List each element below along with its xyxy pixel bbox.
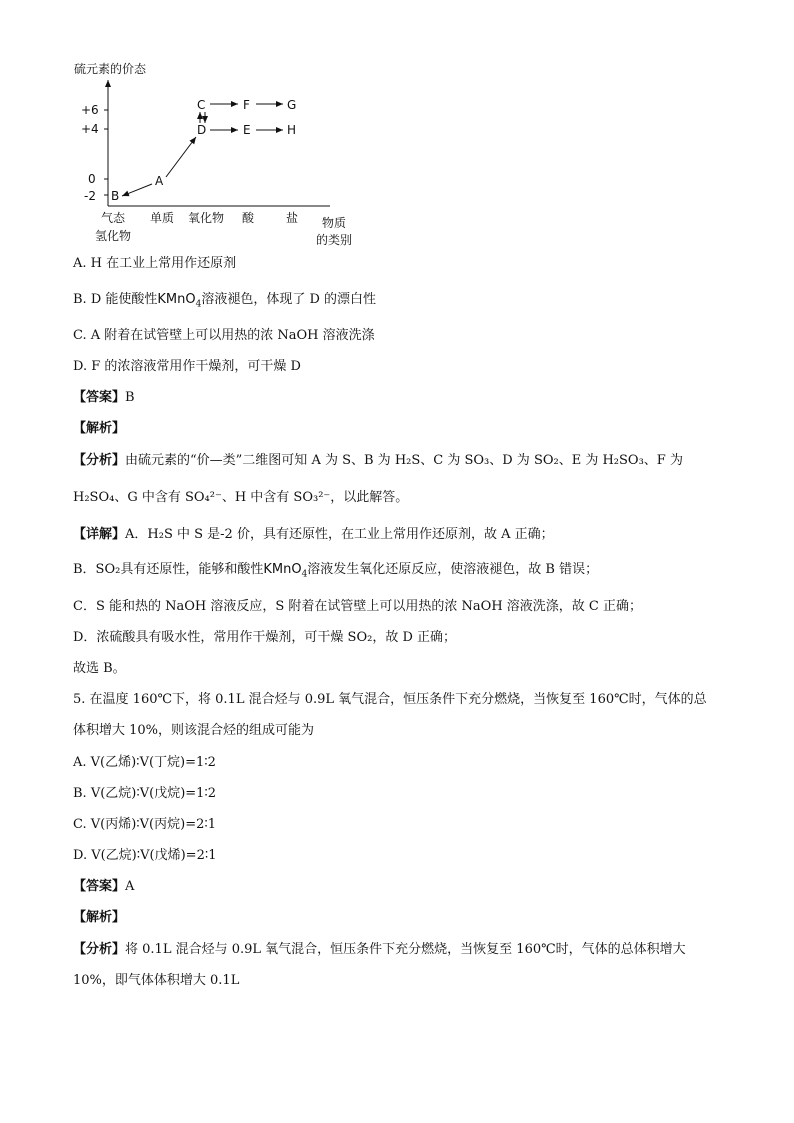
q5-fenxi-line1: 【分析】将 0.1L 混合烃与 0.9L 氧气混合，恒压条件下充分燃烧，当恢复至 160℃时，气体的总体积增大 <box>73 942 686 957</box>
q5-option-b: B. V(乙烷)∶V(戊烷)=1∶2 <box>73 786 217 801</box>
q4-conclusion: 故选 B。 <box>73 661 126 676</box>
x-axis-title-2: 的类别 <box>316 233 353 247</box>
q5-option-c: C. V(丙烯)∶V(丙烷)=2∶1 <box>73 817 217 832</box>
q5-answer: 【答案】A <box>73 879 135 894</box>
q5-option-d: D. V(乙烷)∶V(戊烯)=2∶1 <box>73 848 217 863</box>
q5-stem-line2: 体积增大 10%，则该混合烃的组成可能为 <box>73 723 315 738</box>
x-cat-oxide: 氧化物 <box>188 211 225 225</box>
y-tick-0: 0 <box>88 172 96 186</box>
node-H: H <box>287 123 297 137</box>
q5-fenxi-line2: 10%，即气体体积增大 0.1L <box>73 973 240 988</box>
node-C: C <box>197 98 206 112</box>
x-cat-element: 单质 <box>150 211 175 225</box>
q5-stem-line1: 5. 在温度 160℃下，将 0.1L 混合烃与 0.9L 氧气混合，恒压条件下充分燃烧，当恢复至 160℃时，气体的总 <box>73 692 707 707</box>
x-cat-hydride: 氢化物 <box>95 229 132 243</box>
q4-xiangjie-a: 【详解】A．H₂S 中 S 是-2 价，具有还原性，在工业上常用作还原剂，故 A 正确； <box>73 527 554 542</box>
node-A: A <box>155 174 164 188</box>
arrow-A-D <box>166 137 196 177</box>
x-cat-acid: 酸 <box>242 211 255 225</box>
y-tick-plus4: +4 <box>81 122 99 136</box>
q4-fenxi-line1: 【分析】由硫元素的“价—类”二维图可知 A 为 S、B 为 H₂S、C 为 SO₃、D 为 SO₂、E 为 H₂SO₃、F 为 <box>73 453 683 468</box>
q5-analysis-label: 【解析】 <box>73 910 126 925</box>
y-tick-minus2: -2 <box>84 189 96 203</box>
x-axis-title-1: 物质 <box>322 216 347 230</box>
sulfur-valence-diagram <box>0 0 794 260</box>
q4-fenxi-line2: H₂SO₄、G 中含有 SO₄²⁻、H 中含有 SO₃²⁻，以此解答。 <box>73 490 409 505</box>
arrow-A-B <box>122 184 152 196</box>
q4-xiangjie-b: B．SO₂具有还原性，能够和酸性KMnO$_4$溶液发生氧化还原反应，使溶液褪色，故 B 错误； <box>73 562 599 580</box>
x-cat-gas: 气态 <box>101 211 126 225</box>
q4-answer: 【答案】B <box>73 390 135 405</box>
option-a: A. H 在工业上常用作还原剂 <box>73 256 237 271</box>
q4-xiangjie-d: D．浓硫酸具有吸水性，常用作干燥剂，可干燥 SO₂，故 D 正确； <box>73 630 457 645</box>
y-axis-title: 硫元素的价态 <box>74 62 147 76</box>
option-b: B. D 能使酸性KMnO$_4$溶液褪色，体现了 D 的漂白性 <box>73 292 377 310</box>
option-d: D. F 的浓溶液常用作干燥剂，可干燥 D <box>73 359 301 374</box>
option-c: C. A 附着在试管壁上可以用热的浓 NaOH 溶液洗涤 <box>73 328 375 343</box>
node-D: D <box>197 123 207 137</box>
y-tick-plus6: +6 <box>81 103 99 117</box>
q4-analysis-label: 【解析】 <box>73 421 126 436</box>
q5-option-a: A. V(乙烯)∶V(丁烷)=1∶2 <box>73 755 216 770</box>
x-cat-salt: 盐 <box>286 211 299 225</box>
node-B: B <box>111 189 120 203</box>
node-G: G <box>287 98 297 112</box>
node-F: F <box>243 98 250 112</box>
q4-xiangjie-c: C．S 能和热的 NaOH 溶液反应，S 附着在试管壁上可以用热的浓 NaOH 溶液洗涤，故 C 正确； <box>73 599 643 614</box>
node-E: E <box>243 123 251 137</box>
